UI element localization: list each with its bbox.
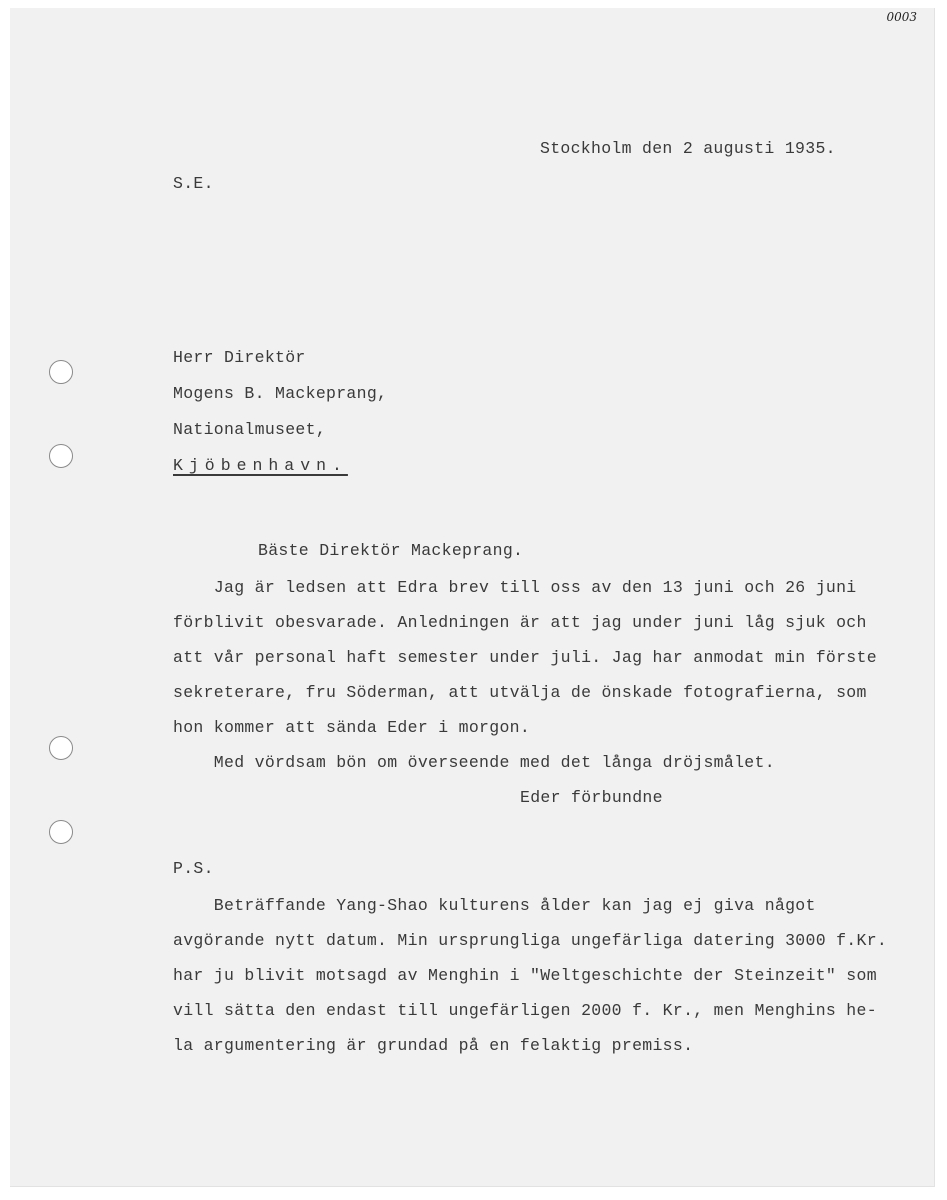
punch-hole — [49, 736, 73, 760]
ps-line: la argumentering är grundad på en felaktig premiss. — [173, 1036, 694, 1055]
letter-body — [173, 570, 893, 780]
punch-hole — [49, 360, 73, 384]
postscript-body — [173, 888, 893, 1063]
address-line: Herr Direktör — [173, 348, 306, 367]
ps-line: Beträffande Yang-Shao kulturens ålder kan jag ej giva något — [173, 896, 816, 915]
ps-label: P.S. — [173, 859, 214, 878]
address-line: Nationalmuseet, — [173, 420, 327, 439]
body-line: att vår personal haft semester under juli. Jag har anmodat min förste — [173, 648, 877, 667]
reference: S.E. — [173, 174, 214, 193]
salutation: Bäste Direktör Mackeprang. — [258, 541, 524, 560]
ps-line: avgörande nytt datum. Min ursprungliga ungefärliga datering 3000 f.Kr. — [173, 931, 888, 950]
body-line: sekreterare, fru Söderman, att utvälja de önskade fotografierna, som — [173, 683, 867, 702]
punch-hole — [49, 820, 73, 844]
address-line: Mogens B. Mackeprang, — [173, 384, 388, 403]
punch-hole — [49, 444, 73, 468]
page-number: 0003 — [886, 10, 917, 24]
closing: Eder förbundne — [520, 788, 663, 807]
place-date: Stockholm den 2 augusti 1935. — [540, 139, 836, 158]
ps-line: har ju blivit motsagd av Menghin i "Weltgeschichte der Steinzeit" som — [173, 966, 877, 985]
body-line: förblivit obesvarade. Anledningen är att jag under juni låg sjuk och — [173, 613, 867, 632]
address-city: Kjöbenhavn. — [173, 456, 348, 475]
body-line: Jag är ledsen att Edra brev till oss av den 13 juni och 26 juni — [173, 578, 857, 597]
body-line: Med vördsam bön om överseende med det långa dröjsmålet. — [173, 753, 775, 772]
ps-line: vill sätta den endast till ungefärligen 2000 f. Kr., men Menghins he- — [173, 1001, 877, 1020]
body-line: hon kommer att sända Eder i morgon. — [173, 718, 531, 737]
